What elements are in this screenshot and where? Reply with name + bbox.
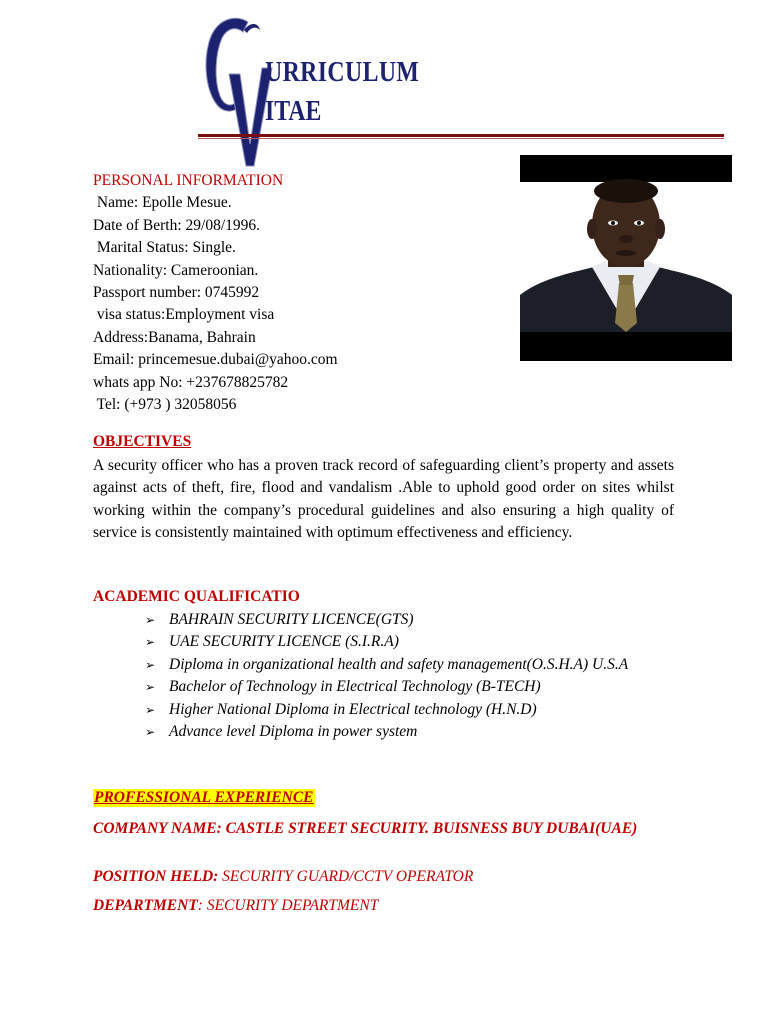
header-rule-shadow	[198, 138, 724, 139]
name-line: Name: Epolle Mesue.	[93, 194, 232, 212]
logo-word-itae: ITAE	[265, 95, 322, 127]
marital-status-line: Marital Status: Single.	[93, 239, 236, 257]
whatsapp-line: whats app No: +237678825782	[93, 373, 289, 391]
professional-experience-heading: PROFESSIONAL EXPERIENCE	[94, 789, 314, 806]
objectives-paragraph: A security officer who has a proven track record of safeguarding client’s property and assets against acts of theft, fire, flood and vandalism .Able to uphold good order on sites whilst working within the company’s procedural guidelines and also ensuring a high quality of service is consistently maintained with optimum effectiveness and efficiency.	[93, 457, 674, 542]
passport-line: Passport number: 0745992	[93, 284, 260, 302]
email-line: Email: princemesue.dubai@yahoo.com	[93, 351, 338, 369]
list-item	[145, 654, 685, 676]
academic-list	[145, 609, 685, 743]
cv-logo	[196, 8, 276, 168]
header-rule	[198, 134, 724, 137]
qualification-text: Bachelor of Technology in Electrical Technology (B-TECH)	[169, 678, 541, 696]
profile-photo	[520, 155, 732, 361]
personal-info-section	[93, 170, 338, 416]
tel-line: Tel: (+973 ) 32058056	[93, 396, 237, 414]
arrow-bullet-icon: ➢	[145, 680, 156, 695]
objectives-heading: OBJECTIVES	[93, 433, 192, 450]
arrow-bullet-icon: ➢	[145, 613, 156, 627]
arrow-bullet-icon: ➢	[145, 702, 156, 717]
personal-info-heading: PERSONAL INFORMATION	[93, 172, 284, 189]
department-value: : SECURITY DEPARTMENT	[197, 897, 379, 914]
address-line: Address:Banama, Bahrain	[93, 328, 256, 346]
position-value: SECURITY GUARD/CCTV OPERATOR	[218, 868, 474, 885]
arrow-bullet-icon: ➢	[145, 725, 156, 740]
qualification-text: Diploma in organizational health and safety management(O.S.H.A) U.S.A	[169, 655, 629, 673]
visa-status-line: visa status:Employment visa	[93, 306, 275, 324]
company-name-line: COMPANY NAME: CASTLE STREET SECURITY. BUISNESS BUY DUBAI(UAE)	[93, 820, 638, 837]
qualification-text: Higher National Diploma in Electrical technology (H.N.D)	[169, 700, 537, 718]
department-line	[93, 897, 378, 915]
qualification-text: Advance level Diploma in power system	[169, 723, 418, 741]
list-item	[145, 699, 685, 721]
position-label: POSITION HELD:	[93, 868, 219, 885]
list-item	[145, 721, 685, 743]
list-item	[145, 609, 685, 631]
academic-heading: ACADEMIC QUALIFICATIO	[93, 588, 300, 605]
list-item	[145, 631, 685, 653]
position-held-line	[93, 868, 473, 886]
list-item	[145, 676, 685, 698]
dob-line: Date of Berth: 29/08/1996.	[93, 216, 261, 234]
qualification-text: BAHRAIN SECURITY LICENCE(GTS)	[169, 611, 414, 628]
logo-word-urriculum: URRICULUM	[265, 56, 420, 88]
arrow-bullet-icon: ➢	[145, 635, 156, 650]
department-label: DEPARTMENT	[93, 897, 198, 914]
arrow-bullet-icon: ➢	[145, 657, 156, 672]
nationality-line: Nationality: Cameroonian.	[93, 261, 259, 279]
qualification-text: UAE SECURITY LICENCE (S.I.R.A)	[169, 633, 399, 651]
